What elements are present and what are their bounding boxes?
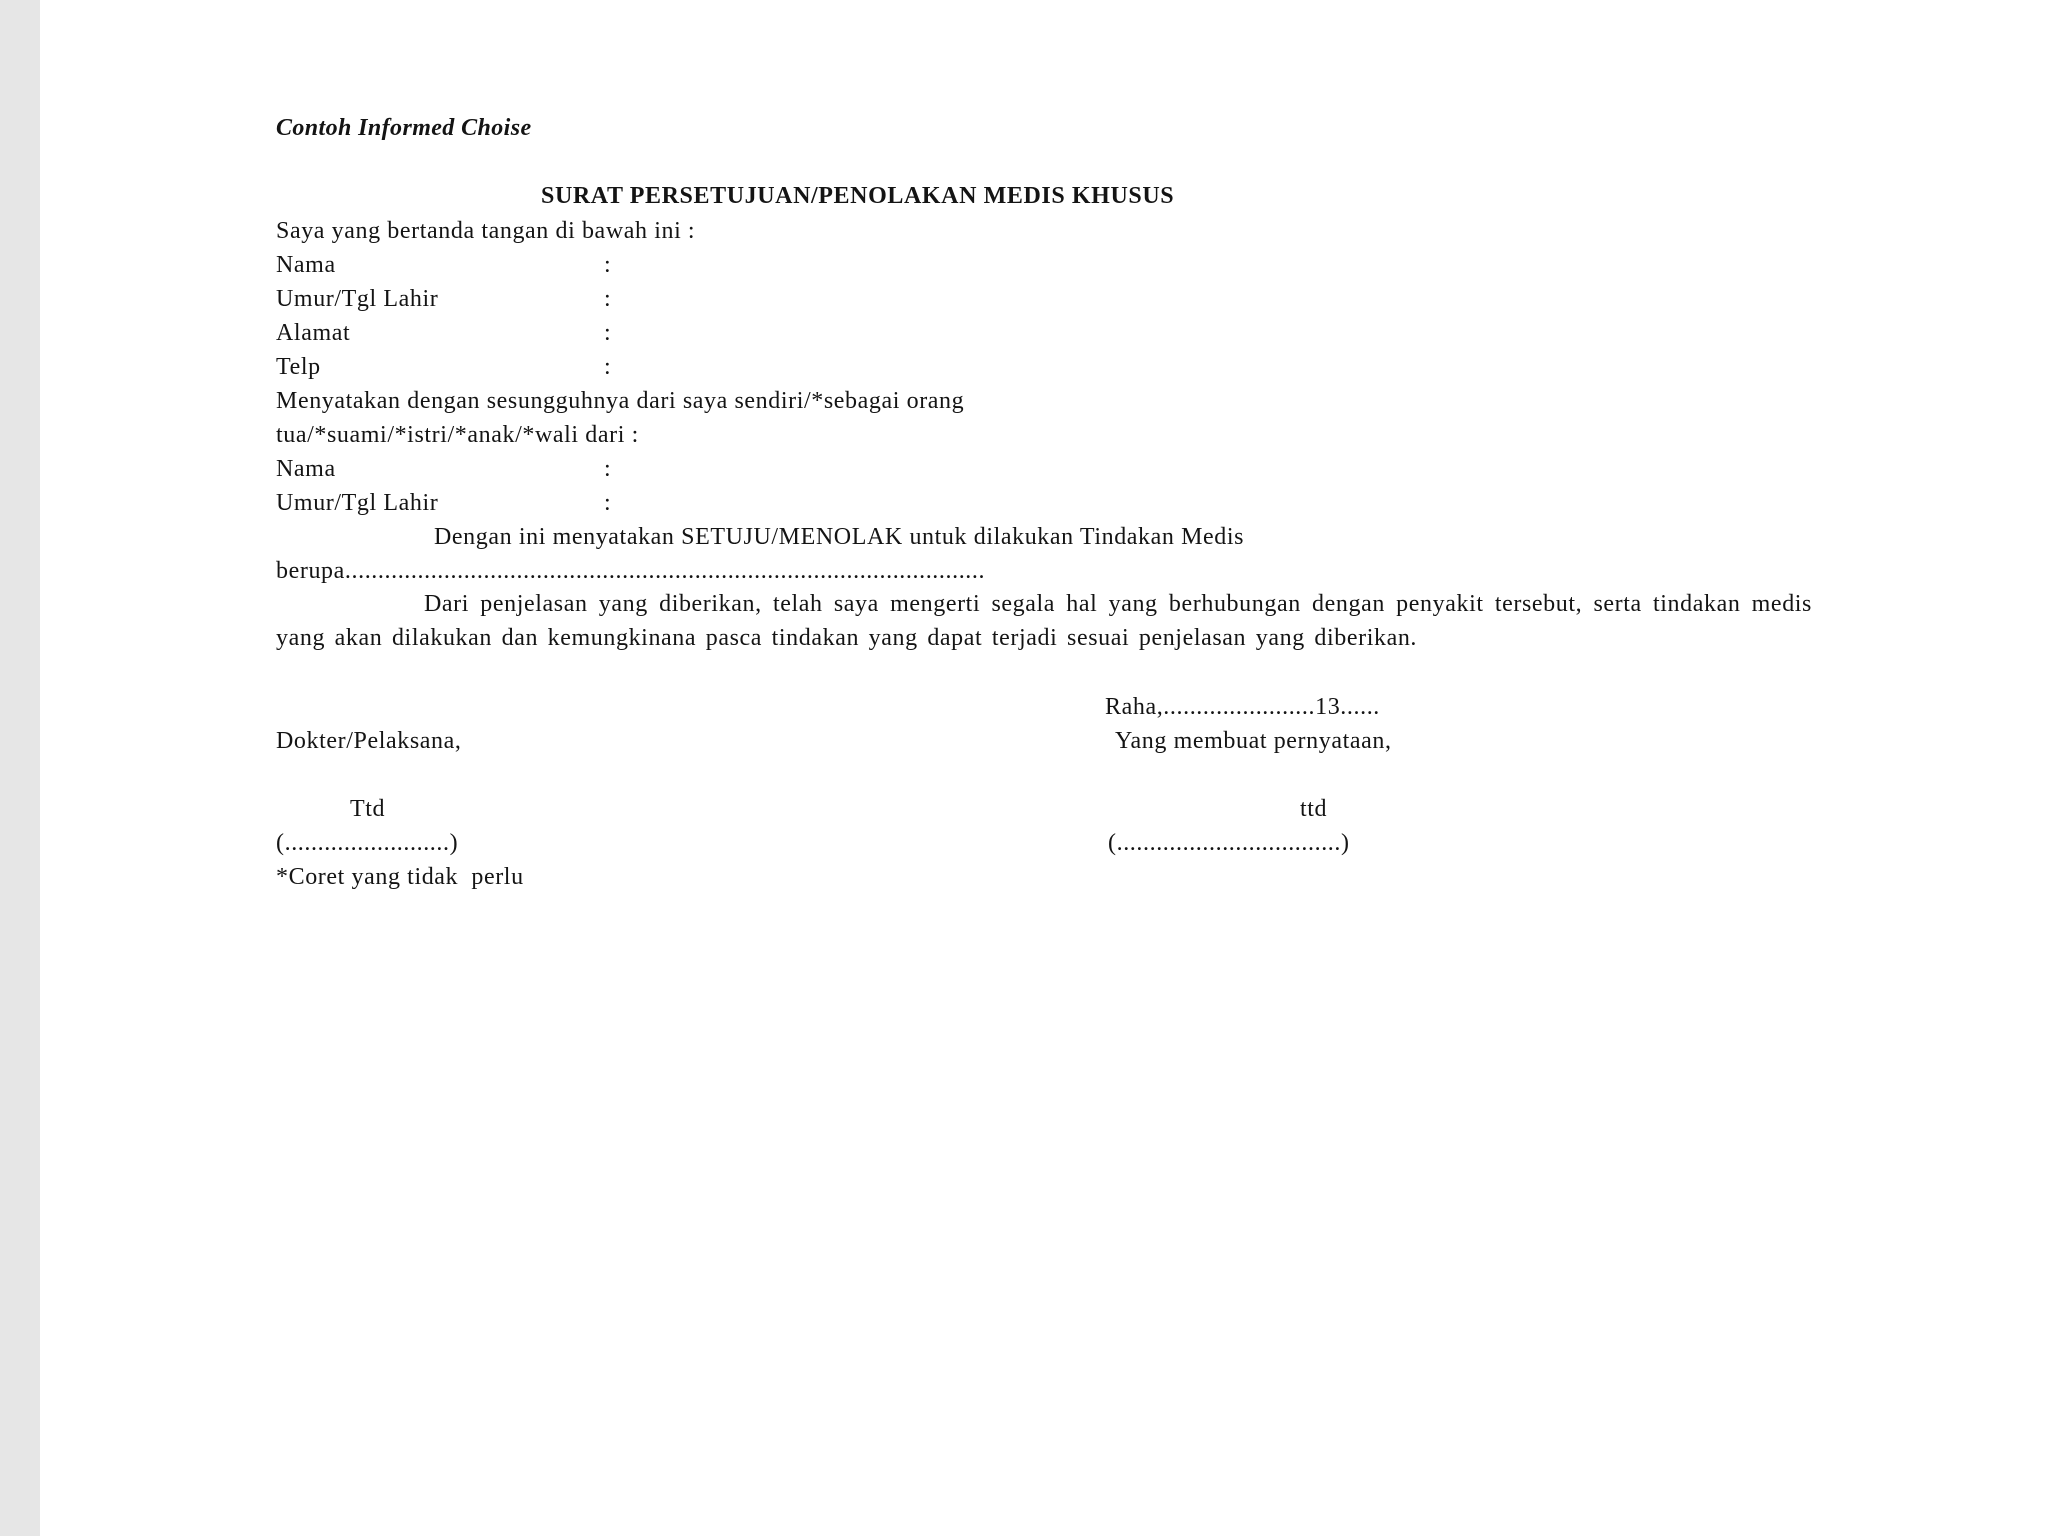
- consent-line-2: berupa.................................................................................................: [276, 558, 986, 584]
- declarant-signature: ttd: [1300, 796, 1328, 822]
- document-caption: Contoh Informed Choise: [276, 115, 532, 141]
- place-date: Raha,.......................13......: [1105, 694, 1380, 720]
- document-title: SURAT PERSETUJUAN/PENOLAKAN MEDIS KHUSUS: [541, 183, 1175, 209]
- field-colon: :: [604, 490, 612, 516]
- document-page: [40, 0, 2048, 1536]
- page-left-margin: [0, 0, 40, 1536]
- field-label-alamat: Alamat: [276, 320, 351, 346]
- doctor-name-blank: (.........................): [276, 830, 459, 856]
- field-colon: :: [604, 354, 612, 380]
- field-colon: :: [604, 286, 612, 312]
- field-colon: :: [604, 320, 612, 346]
- declarant-role: Yang membuat pernyataan,: [1115, 728, 1392, 754]
- field-label-nama: Nama: [276, 456, 336, 482]
- doctor-role: Dokter/Pelaksana,: [276, 728, 462, 754]
- statement-line-2: tua/*suami/*istri/*anak/*wali dari :: [276, 422, 639, 448]
- doctor-signature: Ttd: [350, 796, 386, 822]
- field-label-telp: Telp: [276, 354, 321, 380]
- field-label-nama: Nama: [276, 252, 336, 278]
- consent-line-1: Dengan ini menyatakan SETUJU/MENOLAK untuk dilakukan Tindakan Medis: [434, 524, 1245, 550]
- footnote: *Coret yang tidak perlu: [276, 864, 524, 890]
- field-colon: :: [604, 252, 612, 278]
- field-label-umur: Umur/Tgl Lahir: [276, 490, 439, 516]
- explanation-paragraph: Dari penjelasan yang diberikan, telah saya mengerti segala hal yang berhubungan dengan penyakit tersebut, serta tindakan medis yang akan dilakukan dan kemungkinana pasca tindakan yang dapat terjadi sesuai penjelasan yang diberikan.: [276, 591, 1812, 651]
- field-label-umur: Umur/Tgl Lahir: [276, 286, 439, 312]
- field-colon: :: [604, 456, 612, 482]
- declarant-name-blank: (..................................): [1108, 830, 1350, 856]
- statement-line-1: Menyatakan dengan sesungguhnya dari saya sendiri/*sebagai orang: [276, 388, 965, 414]
- intro-text: Saya yang bertanda tangan di bawah ini :: [276, 218, 696, 244]
